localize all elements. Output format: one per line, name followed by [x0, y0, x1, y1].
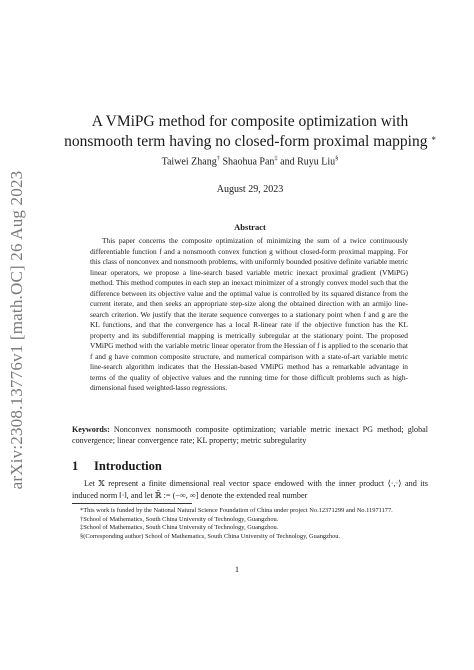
abstract-body — [90, 236, 408, 394]
author-footnote-mark: † — [216, 155, 220, 162]
keywords — [72, 424, 428, 446]
author-name: Ruyu Liu — [297, 156, 336, 168]
paper-date: August 29, 2023 — [216, 184, 284, 195]
author-footnote-mark: § — [335, 155, 339, 162]
author-name: Shaohua Pan — [222, 156, 275, 168]
page-number: 1 — [234, 565, 240, 574]
section-number: 1 — [72, 459, 79, 473]
arxiv-identifier-sidebar — [4, 150, 30, 510]
title-footnote-mark: * — [431, 135, 436, 145]
abstract-heading: Abstract — [234, 222, 266, 232]
footnote-rule — [72, 503, 192, 504]
arxiv-identifier: arXiv:2308.13776v1 [math.OC] 26 Aug 2023 — [7, 170, 26, 490]
keywords-text: Nonconvex nonsmooth composite optimization; variable metric inexact PG method; global convergence; linear convergence rate; KL property; metric subregularity — [72, 425, 428, 445]
footnote: †School of Mathematics, South China University of Technology, Guangzhou. — [80, 515, 279, 523]
section-heading — [72, 459, 162, 474]
section-title: Introduction — [94, 459, 162, 473]
footnote: §(Corresponding author) School of Mathematics, South China University of Technology, Guangzhou. — [80, 532, 341, 540]
intro-paragraph: Let 𝕏 represent a finite dimensional real vector space endowed with the inner product ⟨·,·⟩ and its induced norm ‖·‖, and let ℝ̄ := (−∞, ∞] denote the extended real number — [72, 479, 428, 500]
author-name: Taiwei Zhang — [161, 156, 217, 168]
title-line-2 — [50, 132, 450, 152]
author-list — [50, 155, 450, 167]
footnote: ‡School of Mathematics, South China University of Technology, Guangzhou. — [80, 524, 279, 532]
title-line-1: A VMiPG method for composite optimization with — [91, 113, 409, 130]
title-line-2-text: nonsmooth term having no closed-form proximal mapping — [64, 133, 428, 150]
introduction-body — [72, 478, 428, 502]
abstract-text: This paper concerns the composite optimization of minimizing the sum of a twice continuously differentiable function f and a nonsmooth convex function g without closed-form proximal mapping. For this class of nonconvex and nonsmooth problems, with uniformly bounded positive definite variable metric linear operators, we propose a line-search based variable metric inexact proximal gradient (VMiPG) method. This method computes in each step an inexact minimizer of a strongly convex model such that the difference between its objective value and the optimal value is controlled by its squared distance from the current iterate, and then seeks an appropriate step-size along the obtained direction with an armijo line-search criterion. We justify that the iterate sequence converges to a stationary point when f and g are the KL functions, and that the convergence has a local R-linear rate if the objective function has the KL property and its subdifferential mapping is metrically subregular at the stationary point. The proposed VMiPG method with the variable metric linear operator from the Hessian of f is applied to the scenario that f and g have common composite structure, and numerical comparison with a state-of-art variable metric line-search algorithm indicates that the Hessian-based VMiPG method has a remarkable advantage in terms of the quality of objective values and the running time for those difficult problems such as high-dimensional fused weighted-lasso regressions. — [90, 236, 408, 392]
footnotes — [72, 507, 428, 541]
footnote: *This work is funded by the National Natural Science Foundation of China under project No.12371299 and No.11971177. — [80, 507, 393, 514]
author-separator: and — [277, 156, 298, 168]
keywords-label: Keywords: — [72, 425, 110, 434]
author-footnote-mark: ‡ — [274, 155, 278, 162]
paper-title — [50, 112, 450, 152]
